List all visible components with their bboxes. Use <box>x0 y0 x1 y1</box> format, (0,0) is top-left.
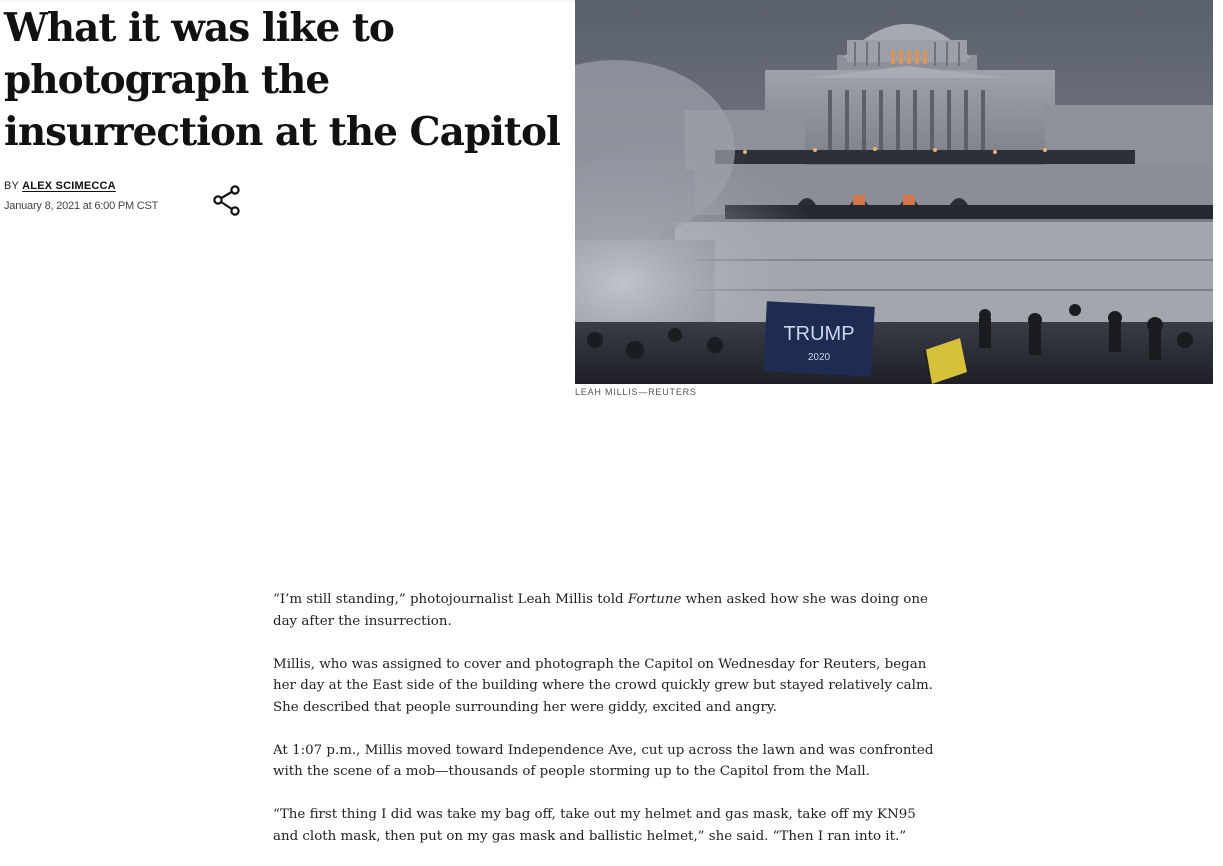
lower-banner <box>763 301 875 377</box>
share-button[interactable] <box>211 184 243 218</box>
byline-prefix: BY <box>4 180 19 192</box>
article-body <box>273 589 943 866</box>
capitol-photo-illustration <box>575 0 1213 384</box>
paragraph-1 <box>273 589 943 632</box>
paragraph-1-text-a: “I’m still standing,” photojournalist Leah Millis told <box>273 592 628 607</box>
hero-photo <box>575 0 1213 384</box>
paragraph-2: Millis, who was assigned to cover and photograph the Capitol on Wednesday for Reuters, began her day at the East side of the building where the crowd quickly grew but stayed relatively calm. She described that people surrounding her were giddy, excited and angry. <box>273 656 933 715</box>
paragraph-3: At 1:07 p.m., Millis moved toward Independence Ave, cut up across the lawn and was confronted with the scene of a mob—thousands of people storming up to the Capitol from the Mall. <box>273 742 934 779</box>
publication-name: Fortune <box>627 592 682 607</box>
publish-date: January 8, 2021 at 6:00 PM CST <box>4 200 159 212</box>
paragraph-4: “The first thing I did was take my bag off, take out my helmet and gas mask, take off my KN95 and cloth mask, then put on my gas mask and ballistic helmet,” she said. “Then I ran into it.” <box>273 807 916 844</box>
byline <box>4 180 116 192</box>
author-link[interactable]: ALEX SCIMECCA <box>22 180 116 192</box>
paragraph-1-text-b: when asked how she was doing one day after the insurrection. <box>273 592 928 629</box>
article-headline: What it was like to photograph the insurrection at the Capitol <box>4 5 560 155</box>
svg-text:TRUMP: TRUMP <box>783 323 855 345</box>
photo-credit: LEAH MILLIS—REUTERS <box>575 387 697 397</box>
svg-text:2020: 2020 <box>807 352 831 363</box>
share-icon <box>211 184 243 218</box>
